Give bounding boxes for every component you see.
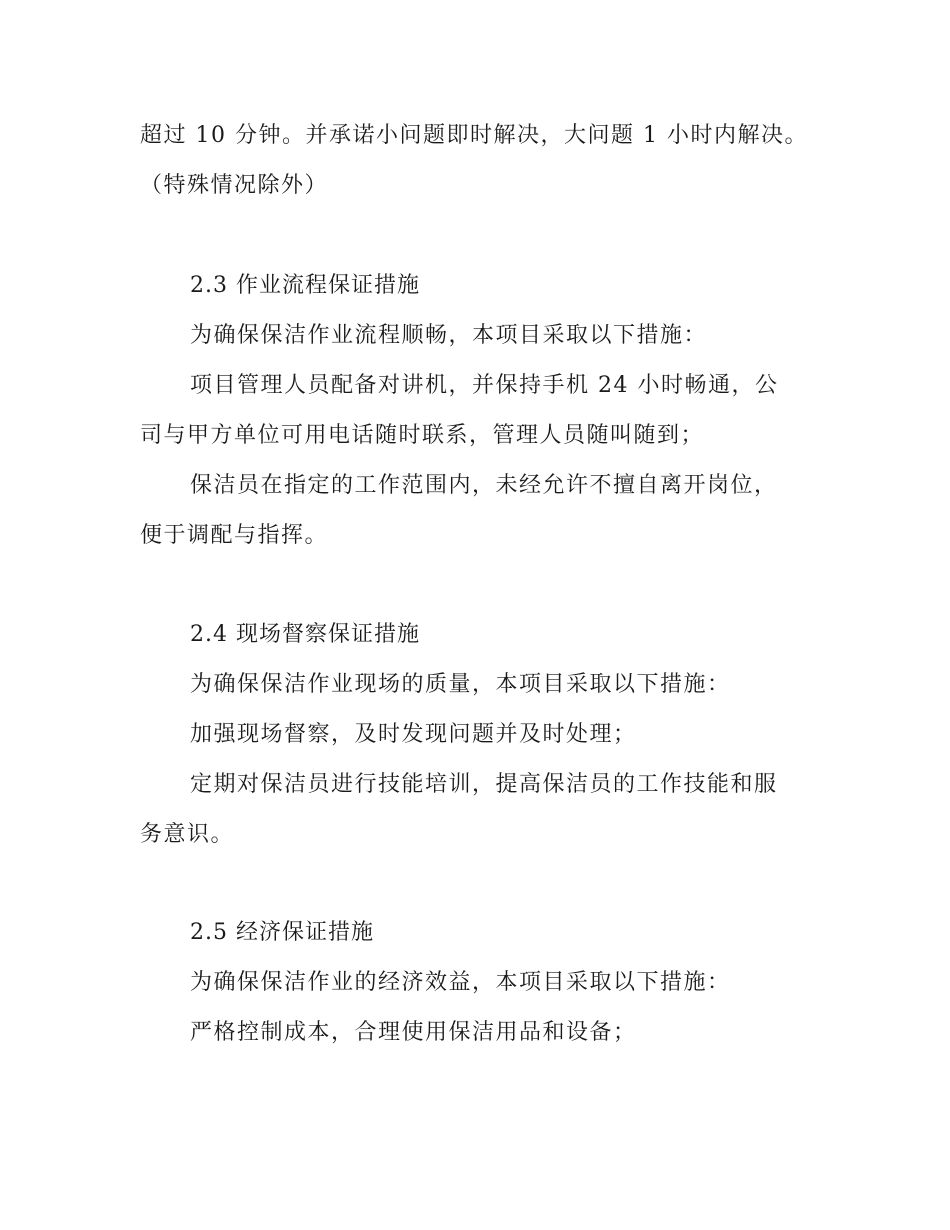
section-heading-2-5: 2.5 经济保证措施 (190, 920, 374, 945)
section-heading-2-4: 2.4 现场督察保证措施 (190, 622, 420, 647)
paragraph-line: 严格控制成本，合理使用保洁用品和设备； (190, 1020, 637, 1045)
paragraph-line: 定期对保洁员进行技能培训，提高保洁员的工作技能和服 (190, 772, 778, 797)
paragraph-line: 为确保保洁作业流程顺畅，本项目采取以下措施： (190, 323, 708, 348)
paragraph-line: 务意识。 (140, 822, 235, 847)
paragraph-line: （特殊情况除外） (140, 173, 329, 198)
paragraph-line: 超过 10 分钟。并承诺小问题即时解决，大问题 1 小时内解决。 (140, 123, 808, 148)
paragraph-line: 司与甲方单位可用电话随时联系，管理人员随叫随到； (140, 423, 705, 448)
paragraph-line: 保洁员在指定的工作范围内，未经允许不擅自离开岗位， (190, 473, 778, 498)
paragraph-line: 为确保保洁作业现场的质量，本项目采取以下措施： (190, 672, 731, 697)
section-heading-2-3: 2.3 作业流程保证措施 (190, 273, 420, 298)
paragraph-line: 项目管理人员配备对讲机，并保持手机 24 小时畅通，公 (190, 373, 779, 398)
paragraph-line: 加强现场督察，及时发现问题并及时处理； (190, 722, 637, 747)
paragraph-line: 为确保保洁作业的经济效益，本项目采取以下措施： (190, 970, 731, 995)
paragraph-line: 便于调配与指挥。 (140, 523, 329, 548)
